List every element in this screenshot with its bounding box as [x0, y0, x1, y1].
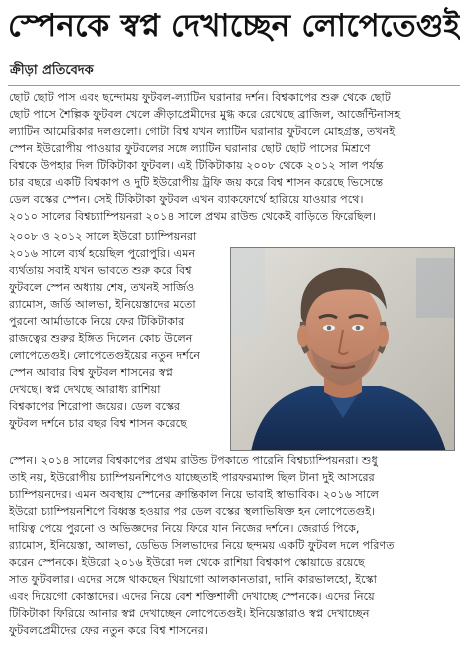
- body-line: স্পেন ইউরোপীয় পাওয়ার ফুটবলের সঙ্গে ল্যাটিন ঘরানার ছোট ছোট পাসের মিশ্রণে: [9, 142, 371, 155]
- body-line: ইউরো চ্যাম্পিয়নশিপে বিধ্বস্ত হওয়ার পর ডেল বস্কের স্থলাভিষিক্ত হন লোপেতেগুই।: [9, 505, 376, 518]
- body-line: সাত ফুটবলার। এদের সঙ্গে থাকছেন থিয়াগো আলকানতারা, দানি কারভালহো, ইস্কো: [9, 573, 377, 586]
- body-line: এবং দিয়েগো কোস্তাদের। এদের নিয়ে বেশ শক্তিশালী দেখাচ্ছে স্পেনকে। এদের নিয়ে: [9, 590, 375, 603]
- body-line: ব্যর্থতায় সবাই যখন ভাবতে শুরু করে বিশ্ব: [9, 264, 192, 277]
- body-line: ফুটবলে স্পেন অধ্যায় শেষ, তখনই সার্জিও: [9, 281, 195, 294]
- body-line: দায়িত্ব পেয়ে পুরনো ও অভিজ্ঞদের নিয়ে ফিরে যান নিজের দর্শনে। জেরার্ড পিকে,: [9, 522, 360, 535]
- body-line: করেন স্পেনকে। ইউরো ২০১৬ ইউরো দল থেকে রাশিয়া বিশ্বকাপ স্কোয়াডে রয়েছে: [9, 556, 365, 569]
- body-line: ছোট পাসে শৈল্পিক ফুটবল খেলে ক্রীড়াপ্রেমীদের মুগ্ধ করে রেখেছে ব্রাজিল, আর্জেন্টিনাসহ: [9, 108, 401, 121]
- body-line: ডেল বস্কের স্পেন। সেই টিকিটাকা ফুটবল এখন ব্যাকফোর্থে হারিয়ে যাওয়ার পথে।: [9, 193, 364, 206]
- body-line: ফুটবল দর্শনে চার বছর বিশ্ব শাসন করেছে: [9, 417, 187, 430]
- body-line: র‍্যামোস, ইনিয়েস্তা, আলভা, ডেভিড সিলভাদের নিয়ে ছন্দময় একটি ফুটবল দলে পরিণত: [9, 539, 395, 552]
- body-line: চার বছরে একটি বিশ্বকাপ ও দুটি ইউরোপীয় ট্রফি জয় করে বিশ্ব শাসন করেছে ভিসেন্তে: [9, 176, 384, 189]
- body-line: বিশ্বকাপের শিরোপা জয়ের। ডেল বস্কের: [9, 400, 181, 413]
- byline: ক্রীড়া প্রতিবেদক: [10, 63, 94, 78]
- body-line: ২০১০ সালের বিশ্বচ্যাম্পিয়নরা ২০১৪ সালে প্রথম রাউন্ড থেকেই বাড়িতে ফিরেছিল।: [9, 210, 377, 223]
- body-line: ল্যাটিন আমেরিকার দলগুলো। গোটা বিশ্ব যখন ল্যাটিন ঘরানার ফুটবলে মোহগ্রস্ত, তখনই: [9, 125, 396, 138]
- coach-portrait-photo: [230, 247, 455, 451]
- body-line: চ্যাম্পিয়নদের। এমন অবস্থায় স্পেনের ক্রান্তিকাল নিয়ে ভাবাই স্বাভাবিক। ২০১৬ সালে: [9, 488, 379, 501]
- body-line: লোপেতেগুই। লোপেতেগুইয়ের নতুন দর্শনে: [9, 349, 201, 362]
- headline: স্পেনকে স্বপ্ন দেখাচ্ছেন লোপেতেগুই: [8, 8, 460, 44]
- headline-divider: [8, 85, 460, 86]
- body-line: ফুটবলপ্রেমীদের ফের নতুন করে বিশ্ব শাসনের।: [9, 624, 208, 637]
- body-line: স্পেন আবার বিশ্ব ফুটবল শাসনের স্বপ্ন: [9, 366, 173, 379]
- body-line: স্পেন। ২০১৪ সালের বিশ্বকাপের প্রথম রাউন্ড টপকাতে পারেনি বিশ্বচ্যাম্পিয়নরা। শুধু: [9, 454, 378, 467]
- portrait-icon: [231, 248, 455, 451]
- body-line: দেখছে। স্বপ্ন দেখছে আরাধ্য রাশিয়া: [9, 383, 161, 396]
- body-line: ছোট ছোট পাস এবং ছন্দোময় ফুটবল-ল্যাটিন ঘরানার দর্শন। বিশ্বকাপের শুরু থেকে ছোট: [9, 91, 391, 104]
- body-line: ২০০৮ ও ২০১২ সালে ইউরো চ্যাম্পিয়নরা: [9, 230, 197, 243]
- body-line: র‍্যামোস, জর্ডি আলভা, ইনিয়েস্তাদের মতো: [9, 298, 196, 311]
- body-line: পুরনো আর্মাডাকে নিয়ে ফের টিকিটাকার: [9, 315, 185, 328]
- body-line: রাজত্বের শুরুর ইঙ্গিত দিলেন কোচ উলেন: [9, 332, 193, 345]
- body-line: তাই নয়, ইউরোপীয় চ্যাম্পিয়নশিপেও যাচ্ছেতাই পারফরম্যান্স ছিল টানা দুই আসরের: [9, 471, 375, 484]
- body-line: টিকিটাকা ফিরিয়ে আনার স্বপ্ন দেখাচ্ছেন লোপেতেগুই। ইনিয়েস্তারাও স্বপ্ন দেখাচ্ছেন: [9, 607, 370, 620]
- body-line: ২০১৬ সালে ব্যর্থ হয়েছিল পুরোপুরি। এমন: [9, 247, 196, 260]
- body-line: বিশ্বকে উপহার দিল টিকিটাকা ফুটবল। এই টিকিটাকায় ২০০৮ থেকে ২০১২ সাল পর্যন্ত: [9, 159, 384, 172]
